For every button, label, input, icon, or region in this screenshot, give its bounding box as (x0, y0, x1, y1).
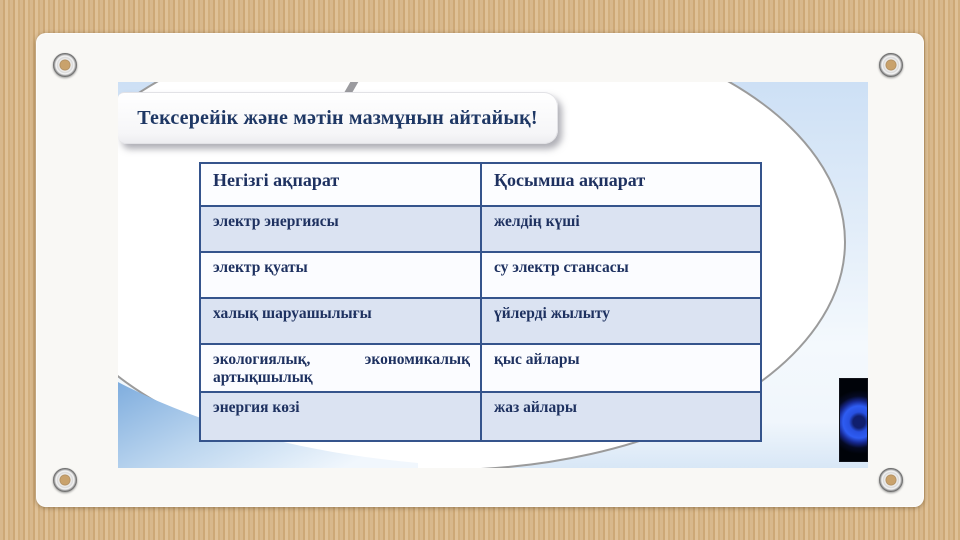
slide-title: Тексерейік және мәтін мазмұнын айтайық! (137, 106, 538, 129)
table-cell: су электр стансасы (481, 252, 761, 298)
pinned-paper-card (36, 33, 924, 507)
table-cell: халық шаруашылығы (200, 298, 481, 344)
blue-glow-thumbnail (840, 379, 867, 461)
table-cell: қыс айлары (481, 344, 761, 392)
presentation-slide (118, 82, 868, 468)
table-row (200, 252, 761, 298)
table-header-cell: Негізгі ақпарат (200, 163, 481, 206)
table-cell: энергия көзі (200, 392, 481, 441)
table-cell: жаз айлары (481, 392, 761, 441)
table-header-row (200, 163, 761, 206)
table-cell: желдің күші (481, 206, 761, 252)
table-row (200, 344, 761, 392)
info-table-body (200, 206, 761, 441)
table-row (200, 206, 761, 252)
grommet-icon (53, 468, 77, 492)
table-cell: электр энергиясы (200, 206, 481, 252)
table-row (200, 392, 761, 441)
grommet-icon (879, 468, 903, 492)
table-cell: үйлерді жылыту (481, 298, 761, 344)
grommet-icon (53, 53, 77, 77)
table-cell: электр қуаты (200, 252, 481, 298)
table-row (200, 298, 761, 344)
table-cell: экологиялық, экономикалық артықшылық (200, 344, 481, 392)
slide-title-banner (118, 92, 558, 144)
grommet-icon (879, 53, 903, 77)
table-header-cell: Қосымша ақпарат (481, 163, 761, 206)
info-table (199, 162, 762, 442)
